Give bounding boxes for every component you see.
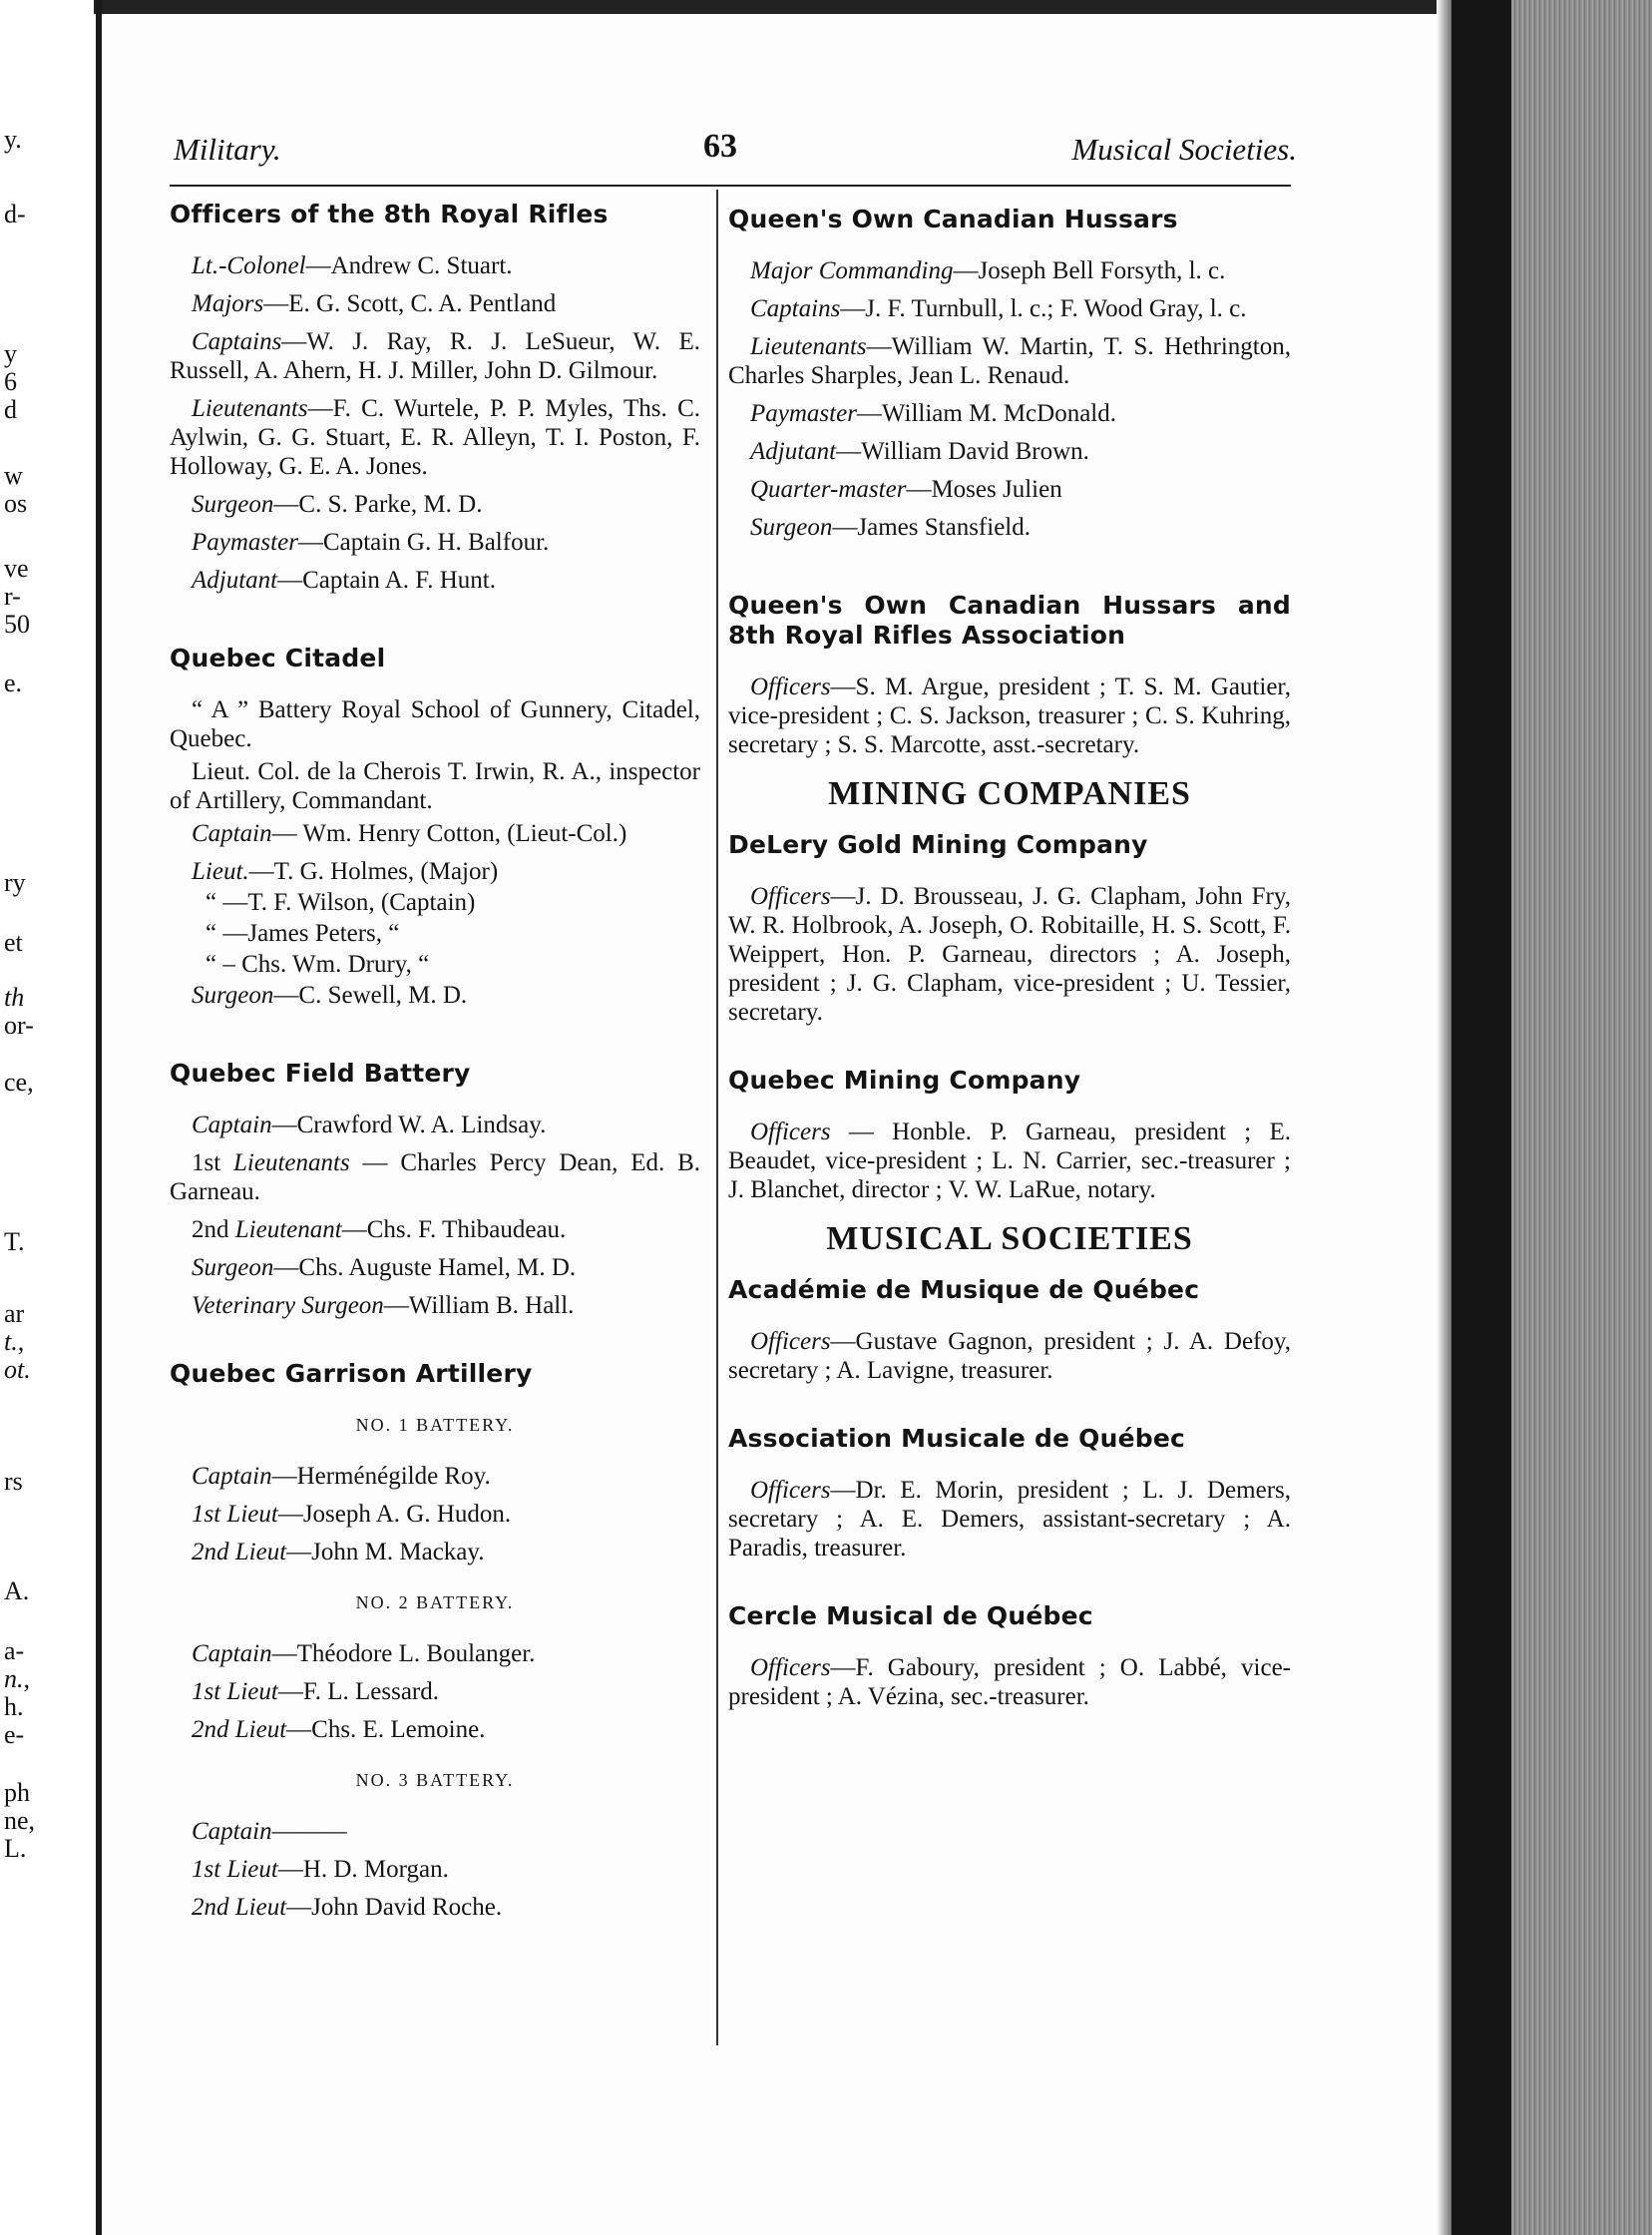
entry-text: —F. L. Lessard. xyxy=(277,1678,439,1705)
entry-text: — Honble. P. Garneau, president ; E. Beaudet, vice-president ; L. N. Carrier, sec.-treasurer ; J. Blanchet, director ; V. W. LaRue, notary. xyxy=(728,1118,1291,1203)
entry-text: —Crawford W. A. Lindsay. xyxy=(271,1112,547,1138)
entry xyxy=(170,251,700,280)
entry-role: Lieutenants xyxy=(750,333,867,360)
entry xyxy=(170,819,700,848)
prev-char: ph xyxy=(4,1778,30,1807)
entry-role: Captain xyxy=(192,820,272,847)
prev-char: ar xyxy=(4,1299,25,1328)
entry-role: Quarter-master xyxy=(750,476,907,503)
paragraph: “ A ” Battery Royal School of Gunnery, Citadel, Quebec. xyxy=(170,696,700,752)
entry xyxy=(170,1817,700,1846)
section-title: Association Musicale de Québec xyxy=(728,1424,1186,1453)
entry-text: —William B. Hall. xyxy=(383,1292,575,1319)
entry-role: 1st Lieut xyxy=(192,1678,278,1705)
entry-prefix: 1st xyxy=(192,1149,234,1176)
section-title: Queen's Own Canadian Hussars and 8th Royal Rifles Association xyxy=(728,591,1291,650)
section-title: DeLery Gold Mining Company xyxy=(728,830,1148,859)
entry xyxy=(170,1893,700,1922)
entry-prefix: 2nd xyxy=(192,1216,235,1243)
prev-char: 6 xyxy=(4,367,17,396)
prev-char: th xyxy=(4,983,25,1012)
prev-char: A. xyxy=(4,1576,30,1605)
entry xyxy=(170,1538,700,1566)
spacer xyxy=(728,1394,1291,1424)
entry-text: —Dr. E. Morin, president ; L. J. Demers, secretary ; A. E. Demers, assistant-secretary ; A. Paradis, treasurer. xyxy=(728,1477,1291,1562)
prev-char: rs xyxy=(4,1467,23,1496)
entry-text: —J. D. Brousseau, J. G. Clapham, John Fry, W. R. Holbrook, A. Joseph, O. Robitaille, H. S. Scott, F. Weippert, Hon. P. Garneau, directors ; A. Joseph, president ; J. G. Clapham, vice-president ; U. Tessier, secretary. xyxy=(728,883,1291,1026)
ditto-line: “ —James Peters, “ xyxy=(206,920,400,947)
entry xyxy=(728,475,1291,504)
section-title: Cercle Musical de Québec xyxy=(728,1601,1093,1630)
entry xyxy=(728,882,1291,1027)
entry-text: — Wm. Henry Cotton, (Lieut-Col.) xyxy=(271,820,627,847)
entry xyxy=(728,332,1291,390)
page-block-edge xyxy=(1511,0,1652,2235)
entry-text: —J. F. Turnbull, l. c.; F. Wood Gray, l. c. xyxy=(840,295,1247,322)
prev-char: or- xyxy=(4,1011,34,1040)
entry-text: —John M. Mackay. xyxy=(286,1539,485,1565)
prev-char: d- xyxy=(4,200,26,228)
entry-text: —T. G. Holmes, (Major) xyxy=(248,858,499,885)
entry-role: Officers xyxy=(750,1118,831,1145)
entry-role: Captain xyxy=(192,1640,272,1667)
entry xyxy=(170,857,700,886)
spacer xyxy=(170,1019,700,1059)
entry-role: Surgeon xyxy=(192,982,274,1009)
battery-heading: NO. 1 BATTERY. xyxy=(355,1415,515,1435)
entry-role: Officers xyxy=(750,673,831,700)
entry-role: Officers xyxy=(750,883,831,910)
entry-role: Captain xyxy=(192,1112,272,1138)
prev-char: a- xyxy=(4,1636,25,1665)
prev-char: e. xyxy=(4,669,23,697)
entry-text: —Captain G. H. Balfour. xyxy=(297,529,550,556)
section-title: Quebec Mining Company xyxy=(728,1066,1081,1095)
entry-role: Lt.-Colonel xyxy=(192,252,306,279)
right-column xyxy=(728,205,1291,1720)
entry xyxy=(170,490,700,519)
entry xyxy=(170,1715,700,1744)
entry-text: —William M. McDonald. xyxy=(856,400,1116,427)
prev-char: y. xyxy=(4,125,22,154)
section-title: Quebec Garrison Artillery xyxy=(170,1359,533,1388)
prev-char: os xyxy=(4,489,28,518)
entry-role: Surgeon xyxy=(192,491,274,518)
prev-char: e- xyxy=(4,1720,25,1749)
entry-text: —C. Sewell, M. D. xyxy=(273,982,468,1009)
entry-role: Officers xyxy=(750,1654,831,1681)
entry-text: —H. D. Morgan. xyxy=(277,1856,449,1883)
entry-text: —W. J. Ray, R. J. LeSueur, W. E. Russell, A. Ahern, H. J. Miller, John D. Gilmour. xyxy=(170,328,700,384)
entry xyxy=(170,394,700,481)
entry-text: —Gustave Gagnon, president ; J. A. Defoy, secretary ; A. Lavigne, treasurer. xyxy=(728,1328,1291,1384)
entry-text: — Charles Percy Dean, Ed. B. Garneau. xyxy=(170,1149,700,1205)
entry-role: 2nd Lieut xyxy=(192,1539,287,1565)
entry xyxy=(728,437,1291,466)
entry-text: —Andrew C. Stuart. xyxy=(305,252,513,279)
entry-role: Paymaster xyxy=(750,400,857,427)
entry xyxy=(728,294,1291,323)
entry-role: 2nd Lieut xyxy=(192,1894,287,1921)
prev-char: h. xyxy=(4,1692,24,1721)
spacer xyxy=(170,604,700,644)
prev-char: t., xyxy=(4,1327,25,1356)
entry xyxy=(170,1462,700,1491)
entry xyxy=(170,1253,700,1282)
entry-role: Adjutant xyxy=(192,567,278,594)
entry xyxy=(170,1215,700,1244)
entry-text: —Joseph Bell Forsyth, l. c. xyxy=(953,257,1226,284)
entry-text: —F. Gaboury, president ; O. Labbé, vice-president ; A. Vézina, sec.-treasurer. xyxy=(728,1654,1291,1710)
entry-role: Majors xyxy=(192,290,264,317)
entry-text: —William W. Martin, T. S. Hethrington, Charles Sharples, Jean L. Renaud. xyxy=(728,333,1291,389)
entry-role: Officers xyxy=(750,1477,831,1504)
entry-role: Veterinary Surgeon xyxy=(192,1292,384,1319)
entry-text: —Captain A. F. Hunt. xyxy=(277,567,496,594)
entry-text: —Moses Julien xyxy=(906,476,1062,503)
ditto-line: “ —T. F. Wilson, (Captain) xyxy=(206,889,476,916)
battery-heading: NO. 2 BATTERY. xyxy=(355,1592,515,1612)
entry-role: 2nd Lieut xyxy=(192,1716,287,1743)
previous-page-text xyxy=(0,0,94,2235)
entry xyxy=(170,1677,700,1706)
entry-role: 1st Lieut xyxy=(192,1501,278,1528)
entry-text: ——— xyxy=(271,1818,347,1845)
entry-text: —Théodore L. Boulanger. xyxy=(271,1640,536,1667)
entry xyxy=(728,1476,1291,1563)
prev-char: 50 xyxy=(4,610,30,639)
entry-role: Surgeon xyxy=(750,514,833,541)
prev-char: d xyxy=(4,395,17,424)
entry xyxy=(728,672,1291,759)
entry-role: Captains xyxy=(750,295,841,322)
prev-char: ve xyxy=(4,554,29,583)
entry xyxy=(170,1500,700,1529)
entry-role: Lieut. xyxy=(192,858,249,885)
prev-char: y xyxy=(4,339,17,368)
prev-char: w xyxy=(4,461,23,490)
entry-role: Lieutenants xyxy=(233,1149,350,1176)
entry-text: —Joseph A. G. Hudon. xyxy=(277,1501,512,1528)
section-title: Queen's Own Canadian Hussars xyxy=(728,205,1178,233)
running-header xyxy=(170,128,1297,176)
entry-text: —Herménégilde Roy. xyxy=(271,1463,491,1490)
entry xyxy=(728,1653,1291,1711)
prev-char: ce, xyxy=(4,1068,34,1097)
entry-text: —William David Brown. xyxy=(836,438,1089,465)
entry-role: Captains xyxy=(192,328,282,355)
page-number: 63 xyxy=(703,128,737,165)
entry xyxy=(728,256,1291,285)
entry-text: —F. C. Wurtele, P. P. Myles, Ths. C. Aylwin, G. G. Stuart, E. R. Alleyn, T. I. Poston, F. Holloway, G. E. A. Jones. xyxy=(170,395,700,480)
entry-text: —C. S. Parke, M. D. xyxy=(273,491,483,518)
entry xyxy=(170,1291,700,1320)
section-title: Quebec Citadel xyxy=(170,644,386,672)
section-title: Quebec Field Battery xyxy=(170,1059,471,1088)
prev-char: et xyxy=(4,928,23,957)
entry-role: 1st Lieut xyxy=(192,1856,278,1883)
entry-text: —John David Roche. xyxy=(286,1894,503,1921)
entry-text: —James Stansfield. xyxy=(832,514,1031,541)
header-left: Military. xyxy=(174,132,281,167)
entry-text: —Chs. E. Lemoine. xyxy=(286,1716,486,1743)
header-rule xyxy=(170,185,1291,187)
entry-text: —S. M. Argue, president ; T. S. M. Gautier, vice-president ; C. S. Jackson, treasurer ; C. S. Kuhring, secretary ; S. S. Marcotte, asst.-secretary. xyxy=(728,673,1291,758)
column-divider xyxy=(716,190,718,2045)
entry xyxy=(728,1118,1291,1204)
prev-char: r- xyxy=(4,582,21,611)
entry xyxy=(170,289,700,318)
entry xyxy=(170,528,700,557)
entry-role: Captain xyxy=(192,1818,272,1845)
page-edge-dark xyxy=(1451,0,1511,2235)
left-column xyxy=(170,200,700,1931)
scan-top-border xyxy=(0,0,1652,14)
entry xyxy=(170,1111,700,1139)
entry-role: Lieutenants xyxy=(192,395,308,422)
entry xyxy=(170,327,700,385)
book-gutter xyxy=(96,0,102,2235)
entry-text: —Chs. Auguste Hamel, M. D. xyxy=(273,1254,577,1281)
previous-page-edge xyxy=(0,0,94,2235)
category-heading-mining: MINING COMPANIES xyxy=(828,775,1191,812)
prev-char: ne, xyxy=(4,1806,36,1835)
prev-char: T. xyxy=(4,1227,25,1256)
entry-role: Officers xyxy=(750,1328,831,1355)
prev-char: L. xyxy=(4,1834,27,1863)
entry-text: —E. G. Scott, C. A. Pentland xyxy=(263,290,557,317)
prev-char: ot. xyxy=(4,1355,31,1384)
prev-char: n., xyxy=(4,1664,30,1693)
entry xyxy=(170,566,700,595)
entry xyxy=(728,399,1291,428)
entry xyxy=(170,981,700,1010)
entry-role: Adjutant xyxy=(750,438,837,465)
spacer xyxy=(170,1329,700,1359)
section-title: Académie de Musique de Québec xyxy=(728,1275,1200,1304)
entry-role: Lieutenant xyxy=(234,1216,342,1243)
spacer xyxy=(728,1036,1291,1066)
battery-heading: NO. 3 BATTERY. xyxy=(355,1770,515,1790)
entry xyxy=(170,1639,700,1668)
category-heading-musical: MUSICAL SOCIETIES xyxy=(826,1220,1193,1257)
entry xyxy=(170,1855,700,1884)
prev-char: ry xyxy=(4,868,26,897)
header-right: Musical Societies. xyxy=(1071,132,1297,167)
entry xyxy=(728,513,1291,542)
entry-text: —Chs. F. Thibaudeau. xyxy=(341,1216,567,1243)
ditto-line: “ – Chs. Wm. Drury, “ xyxy=(206,951,430,978)
spacer xyxy=(728,551,1291,591)
entry xyxy=(170,1148,700,1206)
entry-role: Surgeon xyxy=(192,1254,274,1281)
entry xyxy=(728,1327,1291,1385)
spacer xyxy=(728,1571,1291,1601)
entry-role: Captain xyxy=(192,1463,272,1490)
section-title: Officers of the 8th Royal Rifles xyxy=(170,200,609,228)
entry-role: Major Commanding xyxy=(750,257,954,284)
paragraph: Lieut. Col. de la Cherois T. Irwin, R. A., inspector of Artillery, Commandant. xyxy=(170,758,700,814)
entry-role: Paymaster xyxy=(192,529,298,556)
